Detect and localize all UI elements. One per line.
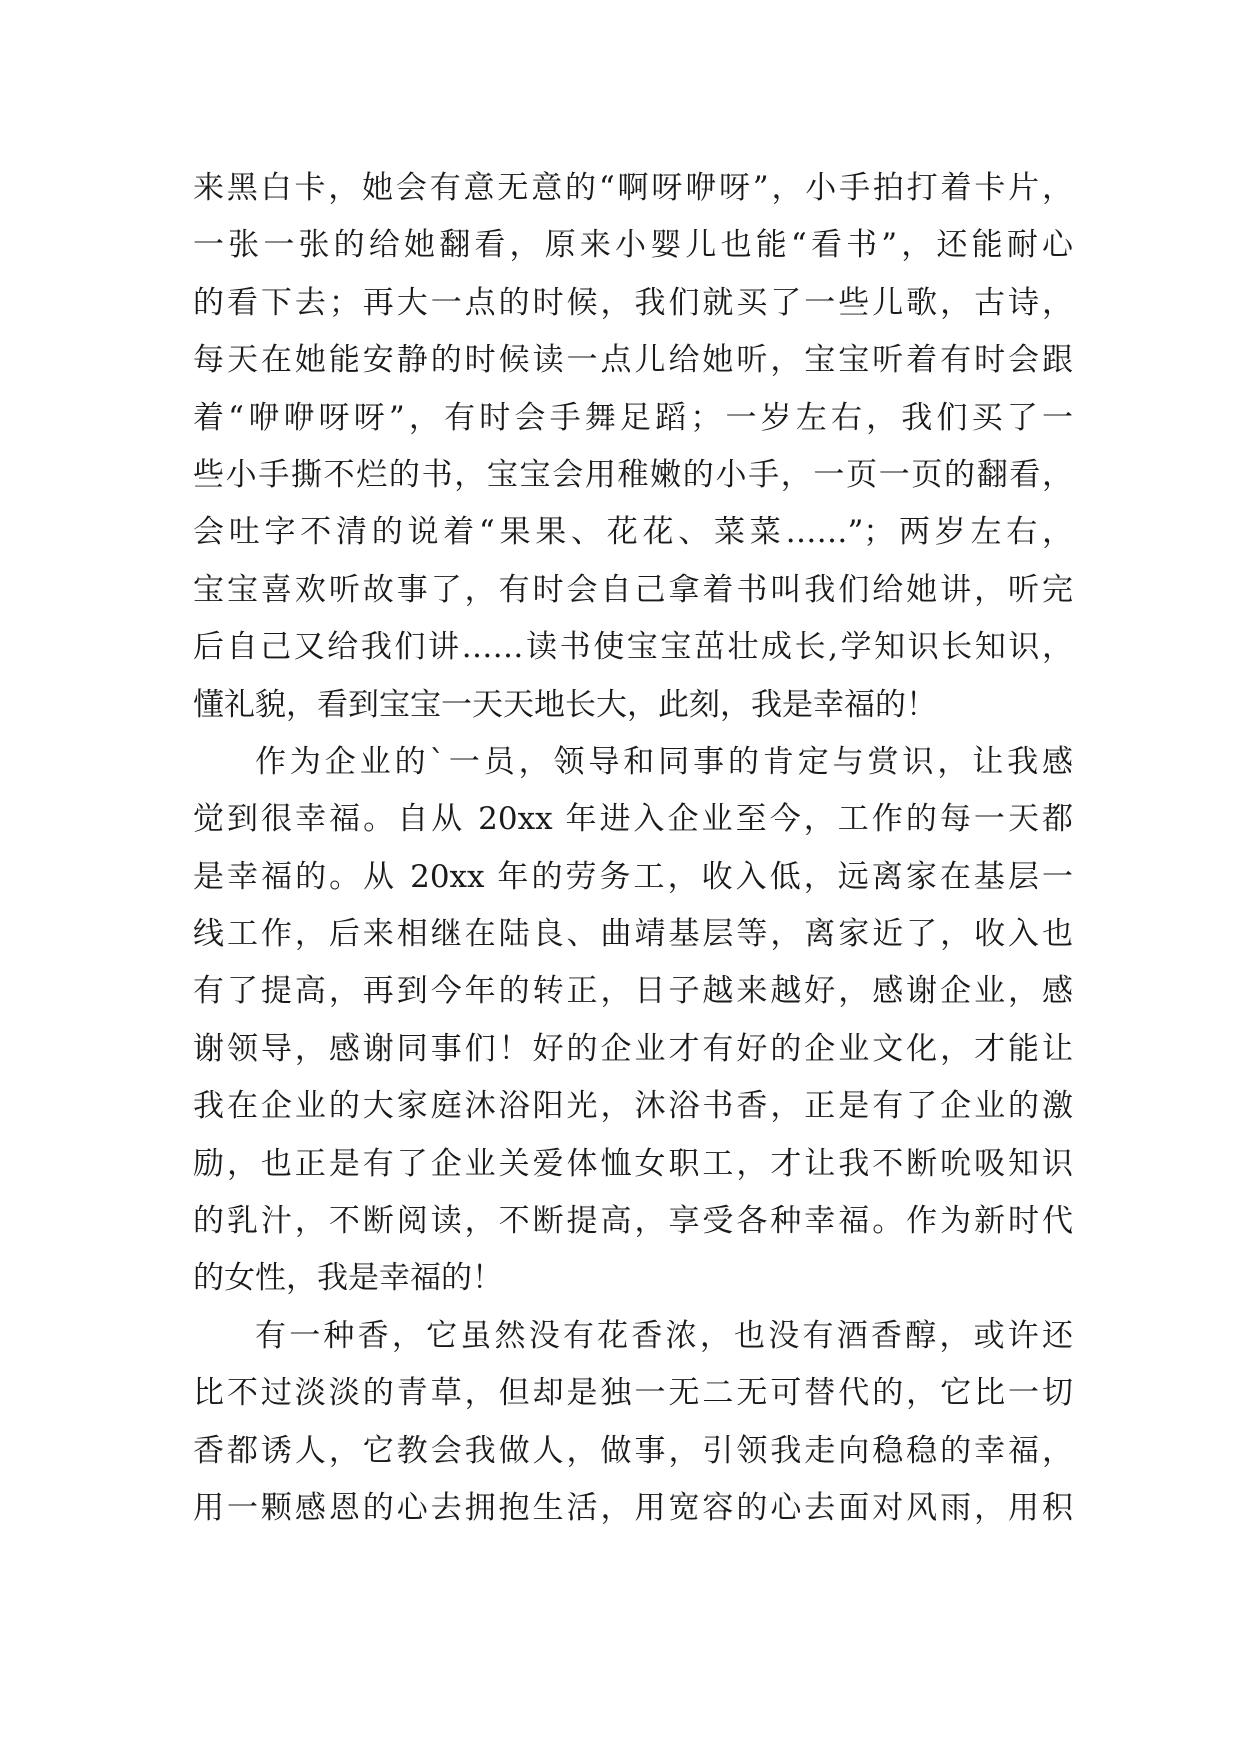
text-line: 香都诱人，它教会我做人，做事，引领我走向稳稳的幸福， — [193, 1432, 1073, 1469]
text-line: 的乳汁，不断阅读，不断提高，享受各种幸福。作为新时代 — [193, 1203, 1073, 1240]
text-line: 懂礼貌，看到宝宝一天天地长大，此刻，我是幸福的！ — [193, 686, 937, 723]
document-body — [193, 160, 1073, 1537]
paragraph-2 — [193, 734, 1073, 1308]
text-line: 的女性，我是幸福的！ — [193, 1260, 503, 1297]
text-line: 会吐字不清的说着“果果、花花、菜菜……”；两岁左右， — [193, 514, 1073, 551]
text-line: 后自己又给我们讲……读书使宝宝茁壮成长,学知识长知识， — [193, 629, 1073, 666]
paragraph-1 — [193, 160, 1073, 734]
text-line: 的看下去；再大一点的时候，我们就买了一些儿歌，古诗， — [193, 284, 1073, 321]
text-line: 些小手撕不烂的书，宝宝会用稚嫩的小手，一页一页的翻看， — [193, 456, 1073, 493]
text-line: 是幸福的。从 20xx 年的劳务工，收入低，远离家在基层一 — [193, 858, 1073, 895]
text-line: 觉到很幸福。自从 20xx 年进入企业至今，工作的每一天都 — [193, 801, 1073, 838]
text-line: 一张一张的给她翻看，原来小婴儿也能“看书”，还能耐心 — [193, 227, 1073, 264]
text-line: 宝宝喜欢听故事了，有时会自己拿着书叫我们给她讲，听完 — [193, 571, 1073, 608]
text-line: 用一颗感恩的心去拥抱生活，用宽容的心去面对风雨，用积 — [193, 1489, 1073, 1526]
text-line: 谢领导，感谢同事们！好的企业才有好的企业文化，才能让 — [193, 1030, 1073, 1067]
text-line: 每天在她能安静的时候读一点儿给她听，宝宝听着有时会跟 — [193, 342, 1073, 379]
text-line: 有了提高，再到今年的转正，日子越来越好，感谢企业，感 — [193, 973, 1073, 1010]
text-line: 有一种香，它虽然没有花香浓，也没有酒香醇，或许还 — [255, 1317, 1073, 1354]
paragraph-3 — [193, 1308, 1073, 1538]
text-line: 我在企业的大家庭沐浴阳光，沐浴书香，正是有了企业的激 — [193, 1088, 1073, 1125]
text-line: 来黑白卡，她会有意无意的“啊呀咿呀”，小手拍打着卡片， — [193, 170, 1073, 206]
text-line: 励，也正是有了企业关爱体恤女职工，才让我不断吮吸知识 — [193, 1145, 1073, 1182]
text-line: 线工作，后来相继在陆良、曲靖基层等，离家近了，收入也 — [193, 916, 1073, 953]
text-line: 比不过淡淡的青草，但却是独一无二无可替代的，它比一切 — [193, 1375, 1073, 1412]
text-line: 作为企业的`一员，领导和同事的肯定与赏识，让我感 — [255, 743, 1073, 780]
text-line: 着“咿咿呀呀”，有时会手舞足蹈；一岁左右，我们买了一 — [193, 399, 1073, 436]
